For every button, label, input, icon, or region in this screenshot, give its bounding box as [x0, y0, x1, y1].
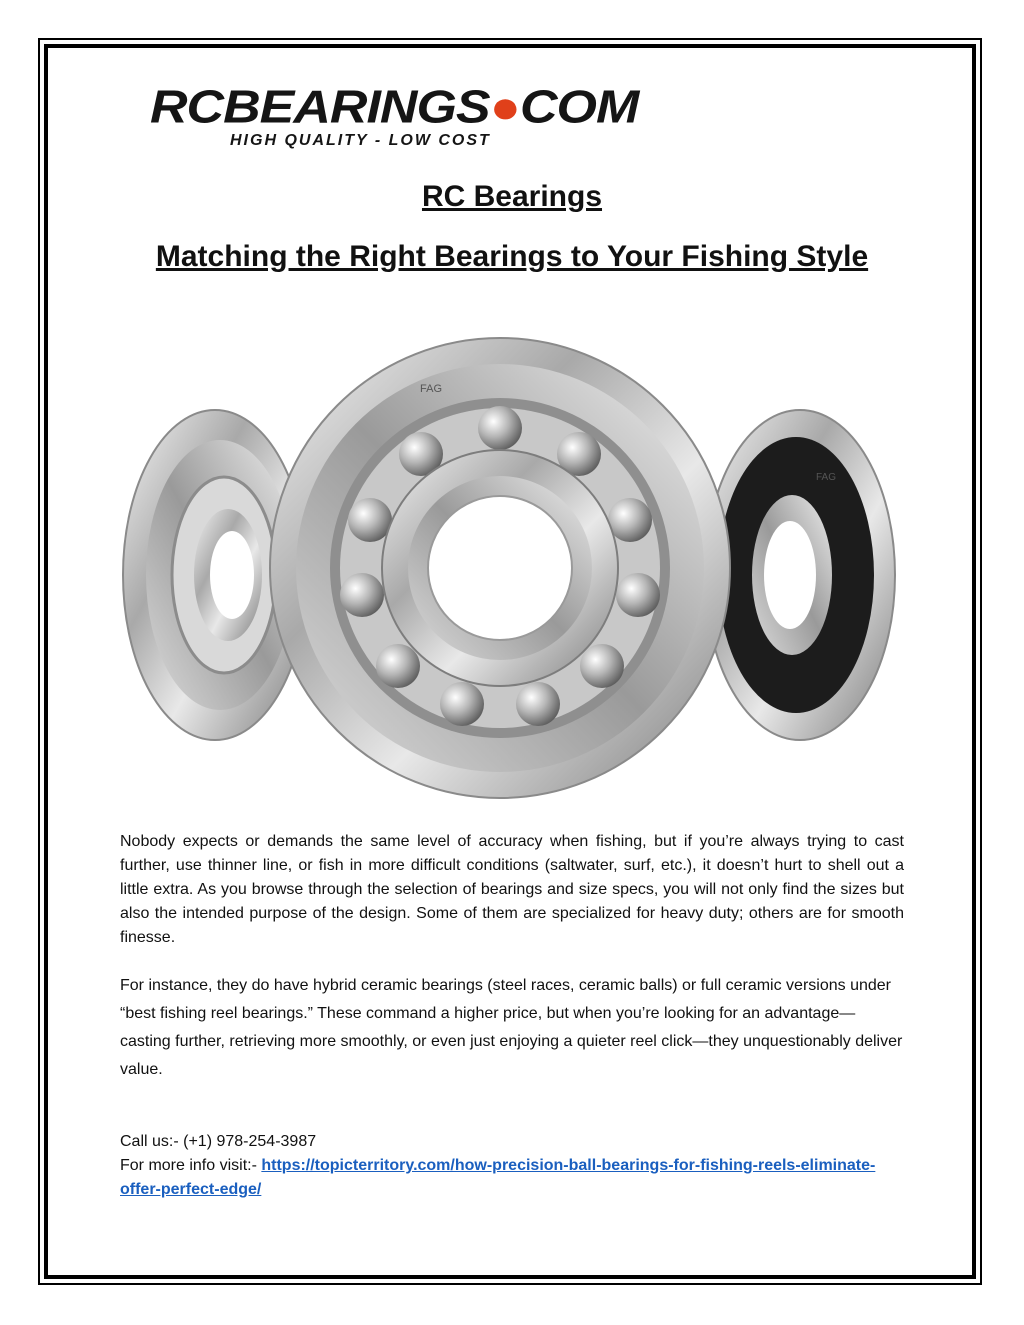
logo-word-right: COM: [520, 80, 639, 134]
bearings-image: [120, 330, 900, 810]
center-brand-mark: FAG: [420, 383, 443, 395]
paragraph-1: Nobody expects or demands the same level of accuracy when fishing, but if you’re always trying to cast further, use thinner line, or fish in more difficult conditions (saltwater, surf, etc.), it doesn’t hurt to shell out a little extra. As you browse through the selection of bearings and size specs, you will not only find the sizes but also the intended purpose of the design. Some of them are specialized for heavy duty; others are for smooth finesse.: [120, 833, 904, 946]
page-title: RC Bearings: [421, 180, 603, 213]
right-bearing: [705, 410, 895, 740]
page-subtitle: Matching the Right Bearings to Your Fishing Style: [155, 240, 869, 273]
right-brand-mark: FAG: [816, 472, 837, 483]
info-label: For more info visit:-: [120, 1157, 262, 1174]
center-bearing: [270, 338, 730, 798]
rcbearings-logo: [150, 80, 640, 160]
contact-block: [120, 1130, 910, 1202]
logo-dot: ●: [489, 80, 520, 134]
logo-wordmark: [150, 80, 638, 134]
call-line: Call us:- (+1) 978-254-3987: [120, 1133, 317, 1150]
info-link[interactable]: https://topicterritory.com/how-precision-ball-bearings-for-fishing-reels-eliminate-offer-perfect-edge/: [120, 1157, 876, 1198]
info-line: [120, 1154, 910, 1202]
logo-tagline: HIGH QUALITY - LOW COST: [230, 132, 491, 149]
logo-word-left: RCBEARINGS: [150, 80, 490, 134]
paragraph-2: For instance, they do have hybrid ceramic bearings (steel races, ceramic balls) or full ceramic versions under “best fishing reel bearings.” These command a higher price, but when you’re looking for an advantage—casting further, retrieving more smoothly, or even just enjoying a quieter reel click—they unquestionably deliver value.: [120, 977, 903, 1078]
